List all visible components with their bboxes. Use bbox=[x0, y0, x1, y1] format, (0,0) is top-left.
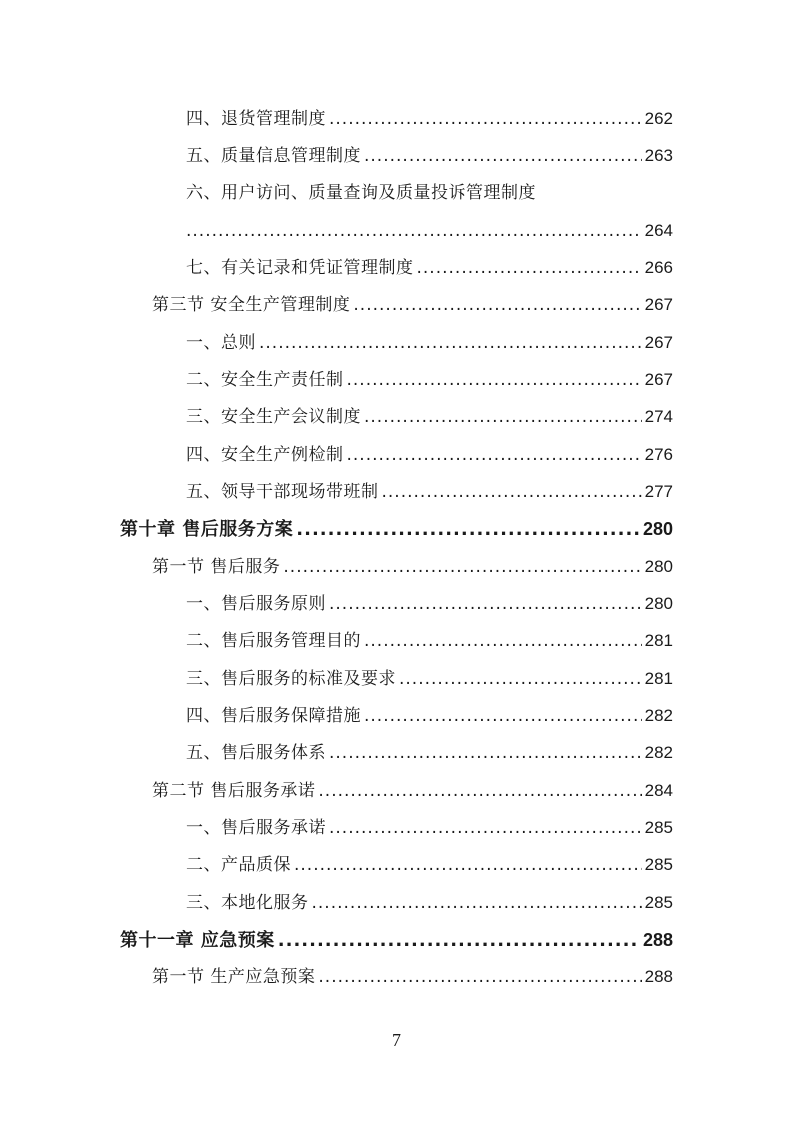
toc-entry-page: 267 bbox=[644, 333, 673, 352]
toc-chapter-entry[interactable] bbox=[120, 514, 673, 544]
toc-leader bbox=[347, 440, 642, 470]
toc-leader bbox=[364, 626, 642, 656]
toc-entry-page: 266 bbox=[644, 258, 673, 277]
toc-leader bbox=[294, 850, 642, 880]
toc-entry-title: 四、售后服务保障措施 bbox=[186, 706, 361, 726]
toc-entry[interactable] bbox=[152, 290, 673, 320]
toc-leader bbox=[382, 477, 642, 507]
toc-leader bbox=[364, 402, 642, 432]
toc-leader bbox=[417, 253, 642, 283]
toc-entry[interactable] bbox=[186, 626, 673, 656]
toc-entry[interactable] bbox=[186, 850, 673, 880]
toc-leader bbox=[296, 515, 640, 545]
toc-entry-page: 285 bbox=[644, 818, 673, 837]
toc-entry-title: 第一节 生产应急预案 bbox=[152, 967, 316, 987]
toc-entry[interactable] bbox=[186, 589, 673, 619]
toc-leader bbox=[353, 290, 641, 320]
toc-entry-title: 第一节 售后服务 bbox=[152, 557, 281, 577]
toc-leader bbox=[283, 552, 641, 582]
toc-leader bbox=[318, 776, 641, 806]
toc-entry[interactable] bbox=[186, 253, 673, 283]
toc-entry-page: 282 bbox=[644, 706, 673, 725]
toc-entry-page: 277 bbox=[644, 482, 673, 501]
toc-entry-page: 285 bbox=[644, 893, 673, 912]
toc-leader bbox=[312, 888, 642, 918]
toc-leader bbox=[186, 216, 642, 246]
toc-entry-title: 五、领导干部现场带班制 bbox=[186, 482, 379, 502]
toc-leader bbox=[329, 813, 642, 843]
toc-entry[interactable] bbox=[186, 141, 673, 171]
toc-entry[interactable] bbox=[186, 477, 673, 507]
toc-entry-page: 264 bbox=[644, 221, 673, 240]
toc-entry-page: 280 bbox=[642, 519, 673, 539]
toc-entry-title: 三、本地化服务 bbox=[186, 893, 309, 913]
toc-entry-page: 267 bbox=[644, 295, 673, 314]
toc-chapter-entry[interactable] bbox=[120, 925, 673, 955]
toc-entry-page: 280 bbox=[644, 557, 673, 576]
toc-leader bbox=[259, 328, 642, 358]
toc-entry-title: 五、质量信息管理制度 bbox=[186, 146, 361, 166]
toc-entry-continuation[interactable] bbox=[186, 216, 673, 246]
toc-entry-page: 274 bbox=[644, 407, 673, 426]
toc-entry-title: 二、产品质保 bbox=[186, 855, 291, 875]
toc-entry[interactable] bbox=[186, 701, 673, 731]
toc-entry-page: 288 bbox=[642, 930, 673, 950]
toc-entry[interactable] bbox=[186, 104, 673, 134]
toc-entry[interactable] bbox=[186, 813, 673, 843]
toc-leader bbox=[364, 141, 642, 171]
toc-entry-title: 二、安全生产责任制 bbox=[186, 370, 344, 390]
toc-entry-title: 二、售后服务管理目的 bbox=[186, 631, 361, 651]
toc-entry[interactable] bbox=[186, 178, 673, 208]
toc-entry-page: 285 bbox=[644, 855, 673, 874]
toc-entry-page: 282 bbox=[644, 743, 673, 762]
toc-entry-title: 七、有关记录和凭证管理制度 bbox=[186, 258, 414, 278]
toc-entry-title: 第十一章 应急预案 bbox=[120, 930, 275, 951]
toc-entry[interactable] bbox=[186, 402, 673, 432]
toc-entry-page: 284 bbox=[644, 781, 673, 800]
toc-entry-page: 262 bbox=[644, 109, 673, 128]
toc-entry[interactable] bbox=[152, 552, 673, 582]
toc-entry[interactable] bbox=[186, 328, 673, 358]
toc-entry-title: 第十章 售后服务方案 bbox=[120, 519, 294, 540]
toc-leader bbox=[347, 365, 642, 395]
toc-leader bbox=[329, 589, 642, 619]
toc-entry-title: 三、安全生产会议制度 bbox=[186, 407, 361, 427]
toc-entry-title: 四、退货管理制度 bbox=[186, 109, 326, 129]
toc-entry-page: 288 bbox=[644, 967, 673, 986]
page-number: 7 bbox=[392, 1030, 401, 1050]
toc-entry[interactable] bbox=[186, 365, 673, 395]
toc-entry-title: 一、总则 bbox=[186, 333, 256, 353]
toc-leader bbox=[329, 104, 642, 134]
toc-entry-title: 一、售后服务承诺 bbox=[186, 818, 326, 838]
toc-leader bbox=[364, 701, 642, 731]
toc-leader bbox=[329, 738, 642, 768]
toc-entry[interactable] bbox=[152, 776, 673, 806]
toc-entry[interactable] bbox=[152, 962, 673, 992]
toc-entry-page: 267 bbox=[644, 370, 673, 389]
toc-entry-page: 281 bbox=[644, 631, 673, 650]
toc-entry-title: 六、用户访问、质量查询及质量投诉管理制度 bbox=[186, 183, 536, 203]
toc-entry-page: 263 bbox=[644, 146, 673, 165]
toc-entry-title: 一、售后服务原则 bbox=[186, 594, 326, 614]
toc-entry-page: 281 bbox=[644, 669, 673, 688]
toc-entry-page: 276 bbox=[644, 445, 673, 464]
toc-entry-title: 五、售后服务体系 bbox=[186, 743, 326, 763]
toc-entry[interactable] bbox=[186, 888, 673, 918]
toc-leader bbox=[318, 962, 641, 992]
toc-entry-title: 三、售后服务的标准及要求 bbox=[186, 669, 396, 689]
toc-entry-page: 280 bbox=[644, 594, 673, 613]
toc-entry[interactable] bbox=[186, 440, 673, 470]
toc-leader bbox=[399, 664, 642, 694]
toc-entry[interactable] bbox=[186, 738, 673, 768]
toc-entry-title: 四、安全生产例检制 bbox=[186, 445, 344, 465]
toc-entry[interactable] bbox=[186, 664, 673, 694]
toc-entry-title: 第三节 安全生产管理制度 bbox=[152, 295, 351, 315]
toc-entry-title: 第二节 售后服务承诺 bbox=[152, 781, 316, 801]
toc-leader bbox=[278, 926, 640, 956]
